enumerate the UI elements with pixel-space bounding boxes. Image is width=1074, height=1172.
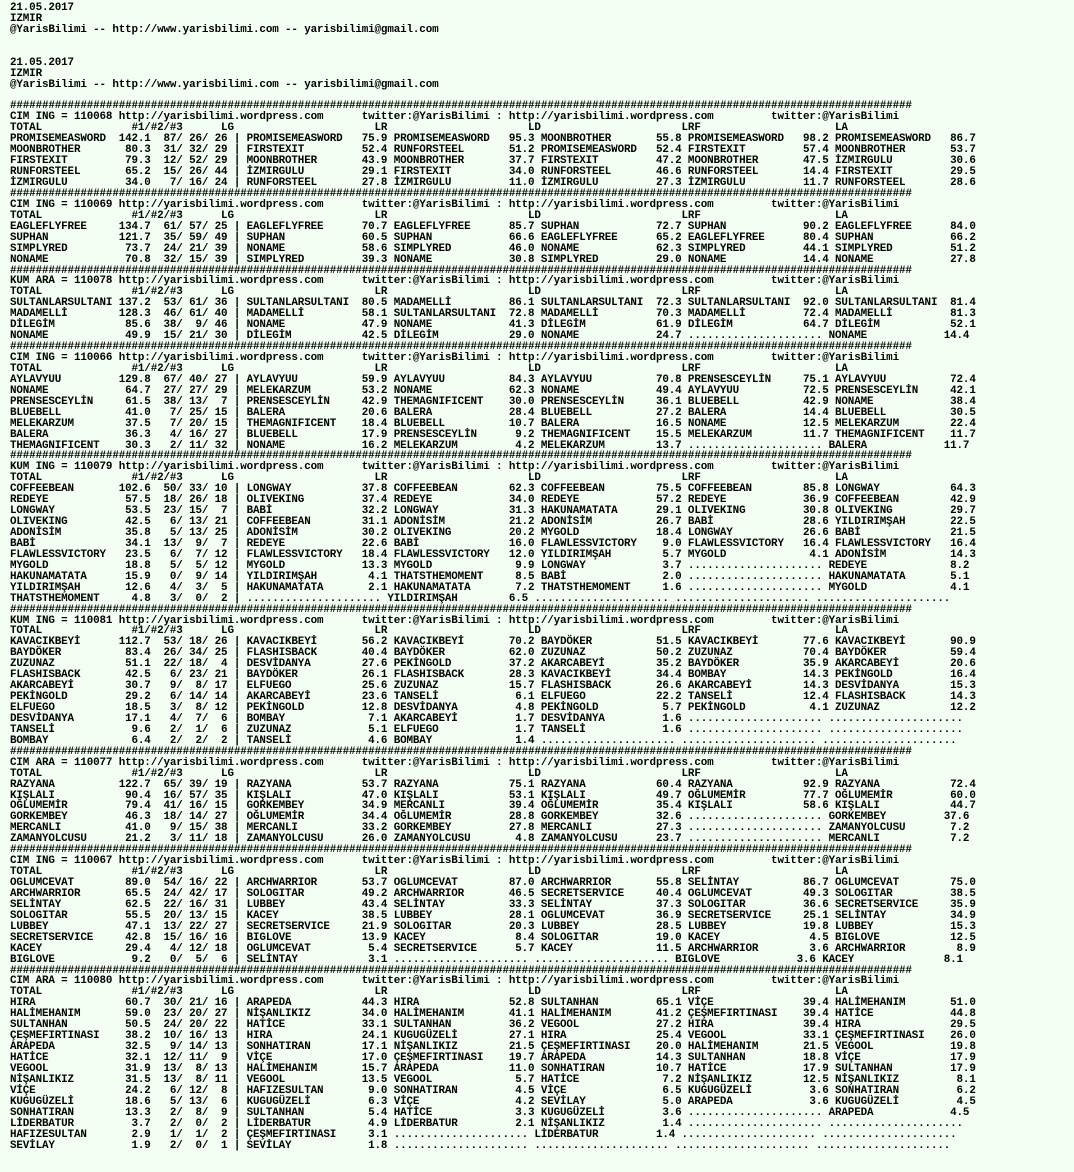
- horse-stats-row: VEGOOL 31.9 13/ 8/ 13 | HALİMEHANIM 15.7 ARAPEDA 11.0 SONHATIRAN 10.7 HATİCE 17.9 SULTANHAN 17.9: [10, 1062, 976, 1075]
- column-header-line: TOTAL #1/#2/#3 LG LR LD LRF LA: [10, 986, 848, 999]
- horse-stats-row: AKARCABEYİ 30.7 9/ 8/ 17 | ELFUEGO 25.6 ZUZUNAZ 15.7 FLASHISBACK 26.6 AKARCABEYİ 14.3 DESVİDANYA 15.3: [10, 680, 976, 693]
- horse-stats-row: ELFUEGO 18.5 3/ 8/ 12 | PEKİNGOLD 12.8 DESVİDANYA 4.8 PEKİNGOLD 5.7 PEKİNGOLD 4.1 ZUZUNAZ 12.2: [10, 702, 976, 714]
- horse-stats-row: PRENSESCEYLİN 61.5 38/ 13/ 7 | PRENSESCEYLİN 42.9 THEMAGNIFICENT 30.0 PRENSESCEYLİN 36.1 BLUEBELL 42.9 NONAME 38.4: [10, 395, 976, 408]
- horse-stats-row: HALİMEHANIM 59.0 23/ 20/ 27 | NİŞANLIKIZ 34.0 HALİMEHANIM 41.1 HALİMEHANIM 41.2 ÇEŞMEFIRTINASI 39.4 HATİCE 44.8: [10, 1008, 976, 1021]
- horse-stats-row: NİŞANLIKIZ 31.5 13/ 8/ 11 | VEGOOL 13.5 VEGOOL 5.7 HATİCE 7.2 NİŞANLIKIZ 12.5 NİŞANLIKIZ 8.1: [10, 1073, 976, 1086]
- text-line: @YarisBilimi -- http://www.yarisbilimi.com -- yarisbilimi@gmail.com: [10, 78, 439, 91]
- horse-stats-row: KACEY 29.4 4/ 12/ 18 | OGLUMCEVAT 5.4 SECRETSERVICE 5.7 KACEY 11.5 ARCHWARRIOR 3.6 ARCHWARRIOR 8.9: [10, 942, 976, 955]
- horse-stats-row: FIRSTEXIT 79.3 12/ 52/ 29 | MOONBROTHER 43.9 MOONBROTHER 37.7 FIRSTEXIT 47.2 MOONBROTHER 47.5 İZMIRGULU 30.6: [10, 155, 976, 168]
- horse-stats-row: THATSTHEMOMENT 4.8 3/ 0/ 2 | ..................... YILDIRIMŞAH 6.5 ..................... ..................... .....................: [10, 592, 951, 605]
- race-header-line: CIM ARA = 110077 http://yarisbilimi.wordpress.com twitter:@YarisBilimi : http://yarisbilimi.wordpress.com twitter:@YarisBilimi: [10, 756, 899, 769]
- blank-line: [10, 36, 1074, 47]
- separator-line: #############################################################################################################################################: [10, 745, 912, 758]
- horse-stats-row: ÇEŞMEFIRTINASI 38.2 10/ 16/ 13 | HIRA 24.1 KUGUGÜZELİ 27.1 HIRA 25.4 VEGOOL 33.1 ÇEŞMEFIRTINASI 26.0: [10, 1030, 976, 1043]
- horse-stats-row: HAKUNAMATATA 15.9 0/ 9/ 14 | YILDIRIMŞAH 4.1 THATSTHEMOMENT 8.5 BABİ 2.0 ..................... HAKUNAMATATA 5.1: [10, 570, 970, 583]
- horse-stats-row: NONAME 70.8 32/ 15/ 39 | SIMPLYRED 39.3 NONAME 30.8 SIMPLYRED 29.0 NONAME 14.4 NONAME 27.8: [10, 253, 976, 266]
- horse-stats-row: OĞLUMEMİR 79.4 41/ 16/ 15 | GORKEMBEY 34.9 MERCANLI 39.4 OĞLUMEMİR 35.4 KIŞLALI 58.6 KIŞLALI 44.7: [10, 800, 976, 813]
- horse-stats-row: FLASHISBACK 42.5 6/ 23/ 21 | BAYDÖKER 26.1 FLASHISBACK 28.3 KAVACIKBEYİ 34.4 BOMBAY 14.3 PEKİNGOLD 16.4: [10, 669, 976, 682]
- horse-stats-row: HATİCE 32.1 12/ 11/ 9 | VİÇE 17.0 ÇEŞMEFIRTINASI 19.7 ARAPEDA 14.3 SULTANHAN 18.8 VİÇE 17.9: [10, 1052, 976, 1064]
- text-line: 21.05.2017: [10, 2, 74, 14]
- horse-stats-row: OGLUMCEVAT 89.0 54/ 16/ 22 | ARCHWARRIOR 53.7 OGLUMCEVAT 87.0 ARCHWARRIOR 55.8 SELİNTAY 86.7 OGLUMCEVAT 75.0: [10, 877, 976, 889]
- horse-stats-row: COFFEEBEAN 102.6 50/ 33/ 10 | LONGWAY 37.8 COFFEEBEAN 62.3 COFFEEBEAN 75.5 COFFEEBEAN 85.8 LONGWAY 64.3: [10, 483, 976, 496]
- text-line: IZMIR: [10, 12, 42, 25]
- separator-line: #############################################################################################################################################: [10, 603, 912, 616]
- column-header-line: TOTAL #1/#2/#3 LG LR LD LRF LA: [10, 286, 848, 299]
- race-header-line: CIM ARA = 110080 http://yarisbilimi.wordpress.com twitter:@YarisBilimi : http://yarisbilimi.wordpress.com twitter:@YarisBilimi: [10, 975, 899, 988]
- horse-stats-row: ARAPEDA 32.5 9/ 14/ 13 | SONHATIRAN 17.1 NİŞANLIKIZ 21.5 ÇEŞMEFIRTINASI 20.0 HALİMEHANIM 21.5 VEGOOL 19.8: [10, 1041, 976, 1054]
- horse-stats-row: BABİ 34.1 13/ 9/ 7 | REDEYE 22.6 BABİ 16.0 FLAWLESSVICTORY 9.0 FLAWLESSVICTORY 16.4 FLAWLESSVICTORY 16.4: [10, 537, 976, 550]
- horse-stats-row: RUNFORSTEEL 65.2 15/ 26/ 44 | İZMIRGULU 29.1 FIRSTEXIT 34.0 RUNFORSTEEL 46.6 RUNFORSTEEL 14.4 FIRSTEXIT 29.5: [10, 166, 976, 179]
- race-header-line: KUM ING = 110079 http://yarisbilimi.wordpress.com twitter:@YarisBilimi : http://yarisbilimi.wordpress.com twitter:@YarisBilimi: [10, 461, 899, 474]
- horse-stats-row: BLUEBELL 41.0 7/ 25/ 15 | BALERA 20.6 BALERA 28.4 BLUEBELL 27.2 BALERA 14.4 BLUEBELL 30.5: [10, 406, 976, 419]
- horse-stats-row: FLAWLESSVICTORY 23.5 6/ 7/ 12 | FLAWLESSVICTORY 18.4 FLAWLESSVICTORY 12.0 YILDIRIMŞAH 5.7 MYGOLD 4.1 ADONİSİM 14.3: [10, 548, 976, 561]
- race-header-line: CIM ING = 110066 http://yarisbilimi.wordpress.com twitter:@YarisBilimi : http://yarisbilimi.wordpress.com twitter:@YarisBilimi: [10, 352, 899, 364]
- horse-stats-row: MADAMELLİ 128.3 46/ 61/ 40 | MADAMELLİ 58.1 SULTANLARSULTANI 72.8 MADAMELLİ 70.3 MADAMELLİ 72.4 MADAMELLİ 81.3: [10, 308, 976, 321]
- race-header-line: CIM ING = 110069 http://yarisbilimi.wordpress.com twitter:@YarisBilimi : http://yarisbilimi.wordpress.com twitter:@YarisBilimi: [10, 198, 899, 211]
- separator-line: #############################################################################################################################################: [10, 844, 912, 857]
- horse-stats-row: NONAME 49.9 15/ 21/ 30 | DİLEGİM 42.5 DİLEGİM 29.0 NONAME 24.7 ..................... NONAME 14.4: [10, 330, 970, 343]
- separator-line: #############################################################################################################################################: [10, 100, 912, 113]
- horse-stats-row: NONAME 64.7 27/ 27/ 29 | MELEKARZUM 53.2 NONAME 62.3 NONAME 49.4 AYLAVYUU 72.5 PRENSESCEYLİN 42.1: [10, 384, 976, 397]
- horse-stats-row: BIGLOVE 9.2 0/ 5/ 6 | SELİNTAY 3.1 ..................... ..................... BIGLOVE 3.6 KACEY 8.1: [10, 953, 963, 966]
- horse-stats-row: GORKEMBEY 46.3 18/ 14/ 27 | OĞLUMEMİR 34.4 OĞLUMEMİR 28.8 GORKEMBEY 32.6 ..................... GORKEMBEY 37.6: [10, 811, 970, 824]
- horse-stats-row: BAYDÖKER 83.4 26/ 34/ 25 | FLASHISBACK 40.4 BAYDÖKER 62.0 ZUZUNAZ 50.2 ZUZUNAZ 70.4 BAYDÖKER 59.4: [10, 647, 976, 660]
- race-header-line: CIM ING = 110067 http://yarisbilimi.wordpress.com twitter:@YarisBilimi : http://yarisbilimi.wordpress.com twitter:@YarisBilimi: [10, 855, 899, 868]
- race-header-line: CIM ING = 110068 http://yarisbilimi.wordpress.com twitter:@YarisBilimi : http://yarisbilimi.wordpress.com twitter:@YarisBilimi: [10, 111, 899, 124]
- column-header-line: TOTAL #1/#2/#3 LG LR LD LRF LA: [10, 472, 848, 485]
- horse-stats-row: BOMBAY 6.4 2/ 2/ 2 | TANSELİ 4.6 BOMBAY 1.4 ..................... ..................... .....................: [10, 734, 957, 747]
- horse-stats-row: KUGUGÜZELİ 18.6 5/ 13/ 6 | KUGUGÜZELİ 6.3 VİÇE 4.2 SEVİLAY 5.0 ARAPEDA 3.6 KUGUGÜZELİ 4.5: [10, 1095, 976, 1108]
- horse-stats-row: VİÇE 24.2 6/ 12/ 8 | HAFIZESULTAN 9.0 SONHATIRAN 4.5 VİÇE 6.5 KUGUGÜZELİ 3.6 SONHATIRAN 6.2: [10, 1084, 976, 1097]
- horse-stats-row: PEKİNGOLD 29.2 6/ 14/ 14 | AKARCABEYİ 23.6 TANSELİ 6.1 ELFUEGO 22.2 TANSELİ 12.4 FLASHISBACK 14.3: [10, 691, 976, 704]
- text-line: 21.05.2017: [10, 56, 74, 69]
- column-header-line: TOTAL #1/#2/#3 LG LR LD LRF LA: [10, 122, 848, 135]
- horse-stats-row: LİDERBATUR 3.7 2/ 0/ 2 | LİDERBATUR 4.9 LİDERBATUR 2.1 NİŞANLIKIZ 1.4 ..................... .....................: [10, 1117, 963, 1130]
- race-header-line: KUM ARA = 110078 http://yarisbilimi.wordpress.com twitter:@YarisBilimi : http://yarisbilimi.wordpress.com twitter:@YarisBilimi: [10, 275, 899, 288]
- horse-stats-row: EAGLEFLYFREE 134.7 61/ 57/ 25 | EAGLEFLYFREE 70.7 EAGLEFLYFREE 85.7 SUPHAN 72.7 SUPHAN 90.2 EAGLEFLYFREE 84.0: [10, 220, 976, 233]
- horse-stats-row: ZUZUNAZ 51.1 22/ 18/ 4 | DESVİDANYA 27.6 PEKİNGOLD 37.2 AKARCABEYİ 35.2 BAYDÖKER 35.9 AKARCABEYİ 20.6: [10, 658, 976, 671]
- horse-stats-row: DİLEGİM 85.6 38/ 9/ 46 | NONAME 47.9 NONAME 41.3 DİLEGİM 61.9 DİLEGİM 64.7 DİLEGİM 52.1: [10, 319, 976, 332]
- horse-stats-row: SECRETSERVICE 42.8 15/ 16/ 16 | BIGLOVE 13.9 KACEY 8.4 SOLOGITAR 19.0 KACEY 4.5 BIGLOVE 12.5: [10, 931, 976, 944]
- separator-line: #############################################################################################################################################: [10, 450, 912, 463]
- text-line: @YarisBilimi -- http://www.yarisbilimi.com -- yarisbilimi@gmail.com: [10, 23, 439, 36]
- horse-stats-row: RAZYANA 122.7 65/ 39/ 19 | RAZYANA 53.7 RAZYANA 75.1 RAZYANA 60.4 RAZYANA 92.9 RAZYANA 72.4: [10, 778, 976, 791]
- horse-stats-row: ARCHWARRIOR 65.5 24/ 42/ 17 | SOLOGITAR 49.2 ARCHWARRIOR 46.5 SECRETSERVICE 40.4 OGLUMCEVAT 49.3 SOLOGITAR 38.5: [10, 887, 976, 900]
- race-header-line: KUM ING = 110081 http://yarisbilimi.wordpress.com twitter:@YarisBilimi : http://yarisbilimi.wordpress.com twitter:@YarisBilimi: [10, 614, 899, 627]
- horse-stats-row: YILDIRIMŞAH 12.6 4/ 3/ 5 | HAKUNAMATATA 2.1 HAKUNAMATATA 7.2 THATSTHEMOMENT 1.6 ..................... MYGOLD 4.1: [10, 581, 970, 594]
- horse-stats-row: REDEYE 57.5 18/ 26/ 18 | OLIVEKING 37.4 REDEYE 34.0 REDEYE 57.2 REDEYE 36.9 COFFEEBEAN 42.9: [10, 494, 976, 507]
- horse-stats-row: HAFIZESULTAN 2.9 1/ 1/ 2 | ÇEŞMEFIRTINASI 3.1 ..................... LİDERBATUR 1.4 ..................... .....................: [10, 1128, 957, 1141]
- horse-stats-row: AYLAVYUU 129.8 67/ 40/ 27 | AYLAVYUU 59.9 AYLAVYUU 84.3 AYLAVYUU 70.8 PRENSESCEYLİN 75.1 AYLAVYUU 72.4: [10, 373, 976, 386]
- column-header-line: TOTAL #1/#2/#3 LG LR LD LRF LA: [10, 362, 848, 375]
- horse-stats-row: SUPHAN 121.7 35/ 59/ 49 | SUPHAN 60.5 SUPHAN 66.6 EAGLEFLYFREE 65.2 EAGLEFLYFREE 80.4 SUPHAN 66.2: [10, 231, 976, 244]
- horse-stats-row: SULTANLARSULTANI 137.2 53/ 61/ 36 | SULTANLARSULTANI 80.5 MADAMELLİ 86.1 SULTANLARSULTANI 72.3 SULTANLARSULTANI 92.0 SULTANLARSULTANI 81.4: [10, 297, 976, 310]
- column-header-line: TOTAL #1/#2/#3 LG LR LD LRF LA: [10, 625, 848, 638]
- horse-stats-row: BALERA 36.3 4/ 16/ 27 | BLUEBELL 17.9 PRENSESCEYLİN 9.2 THEMAGNIFICENT 15.5 MELEKARZUM 11.7 THEMAGNIFICENT 11.7: [10, 428, 976, 441]
- horse-stats-row: ZAMANYOLCUSU 21.2 3/ 11/ 18 | ZAMANYOLCUSU 26.0 ZAMANYOLCUSU 4.8 ZAMANYOLCUSU 23.7 ..................... MERCANLI 7.2: [10, 833, 970, 846]
- horse-stats-row: SELİNTAY 62.5 22/ 16/ 31 | LUBBEY 43.4 SELİNTAY 33.3 SELİNTAY 37.3 SOLOGITAR 36.6 SECRETSERVICE 35.9: [10, 898, 976, 911]
- horse-stats-row: SONHATIRAN 13.3 2/ 8/ 9 | SULTANHAN 5.4 HATİCE 3.3 KUGUGÜZELİ 3.6 ..................... ARAPEDA 4.5: [10, 1106, 970, 1119]
- horse-stats-row: SOLOGITAR 55.5 20/ 13/ 15 | KACEY 38.5 LUBBEY 28.1 OGLUMCEVAT 36.9 SECRETSERVICE 25.1 SELİNTAY 34.9: [10, 909, 976, 922]
- horse-stats-row: LONGWAY 53.5 23/ 15/ 7 | BABİ 32.2 LONGWAY 31.3 HAKUNAMATATA 29.1 OLIVEKING 30.8 OLIVEKING 29.7: [10, 505, 976, 518]
- horse-stats-row: SIMPLYRED 73.7 24/ 21/ 39 | NONAME 58.6 SIMPLYRED 46.0 NONAME 62.3 SIMPLYRED 44.1 SIMPLYRED 51.2: [10, 242, 976, 255]
- horse-stats-row: KIŞLALI 90.4 16/ 57/ 35 | KIŞLALI 47.0 KIŞLALI 53.1 KIŞLALI 49.7 OĞLUMEMİR 77.7 OĞLUMEMİR 60.0: [10, 789, 976, 802]
- horse-stats-row: OLIVEKING 42.5 6/ 13/ 21 | COFFEEBEAN 31.1 ADONİSİM 21.2 ADONİSİM 26.7 BABİ 28.6 YILDIRIMŞAH 22.5: [10, 516, 976, 529]
- column-header-line: TOTAL #1/#2/#3 LG LR LD LRF LA: [10, 767, 848, 780]
- horse-stats-row: MOONBROTHER 80.3 31/ 32/ 29 | FIRSTEXIT 52.4 RUNFORSTEEL 51.2 PROMISEMEASWORD 52.4 FIRSTEXIT 57.4 MOONBROTHER 53.7: [10, 144, 976, 157]
- horse-stats-row: DESVİDANYA 17.1 4/ 7/ 6 | BOMBAY 7.1 AKARCABEYİ 1.7 DESVİDANYA 1.6 ..................... .....................: [10, 712, 963, 725]
- horse-stats-row: THEMAGNIFICENT 30.3 2/ 11/ 32 | NONAME 16.2 MELEKARZUM 4.2 MELEKARZUM 13.7 ..................... BALERA 11.7: [10, 439, 970, 452]
- column-header-line: TOTAL #1/#2/#3 LG LR LD LRF LA: [10, 866, 848, 879]
- separator-line: #############################################################################################################################################: [10, 187, 912, 200]
- horse-stats-row: TANSELİ 9.6 2/ 1/ 6 | ZUZUNAZ 5.1 ELFUEGO 1.7 TANSELİ 1.6 ..................... .....................: [10, 723, 963, 736]
- column-header-line: TOTAL #1/#2/#3 LG LR LD LRF LA: [10, 209, 848, 222]
- horse-stats-row: KAVACIKBEYİ 112.7 53/ 18/ 26 | KAVACIKBEYİ 56.2 KAVACIKBEYİ 70.2 BAYDÖKER 51.5 KAVACIKBEYİ 77.6 KAVACIKBEYİ 90.9: [10, 636, 976, 649]
- blank-line: [10, 47, 1074, 58]
- horse-stats-row: SULTANHAN 50.5 24/ 20/ 22 | HATİCE 33.1 SULTANHAN 36.2 VEGOOL 27.2 HIRA 39.4 HIRA 29.5: [10, 1019, 976, 1032]
- horse-stats-row: SEVİLAY 1.9 2/ 0/ 1 | SEVİLAY 1.8 ..................... ..................... ..................... .....................: [10, 1139, 951, 1152]
- horse-stats-row: LUBBEY 47.1 13/ 22/ 27 | SECRETSERVICE 21.9 SOLOGITAR 20.3 LUBBEY 28.5 LUBBEY 19.8 LUBBEY 15.3: [10, 920, 976, 933]
- text-line: IZMIR: [10, 67, 42, 80]
- horse-stats-row: ADONİSİM 35.8 5/ 13/ 25 | ADONİSİM 30.2 OLIVEKING 20.2 MYGOLD 18.4 LONGWAY 26.6 BABİ 21.5: [10, 527, 976, 539]
- separator-line: #############################################################################################################################################: [10, 264, 912, 277]
- horse-stats-row: MYGOLD 18.8 5/ 5/ 12 | MYGOLD 13.3 MYGOLD 9.9 LONGWAY 3.7 ..................... REDEYE 8.2: [10, 559, 970, 572]
- horse-stats-row: PROMISEMEASWORD 142.1 87/ 26/ 26 | PROMISEMEASWORD 75.9 PROMISEMEASWORD 95.3 MOONBROTHER 55.8 PROMISEMEASWORD 98.2 PROMISEMEASWORD 86.7: [10, 133, 976, 146]
- horse-stats-row: MERCANLI 41.0 9/ 15/ 38 | MERCANLI 33.2 GORKEMBEY 27.8 MERCANLI 27.3 ..................... ZAMANYOLCUSU 7.2: [10, 822, 970, 835]
- horse-stats-row: HIRA 60.7 30/ 21/ 16 | ARAPEDA 44.3 HIRA 52.8 SULTANHAN 65.1 VİÇE 39.4 HALİMEHANIM 51.0: [10, 997, 976, 1010]
- horse-stats-row: İZMIRGULU 34.0 7/ 16/ 24 | RUNFORSTEEL 27.8 İZMIRGULU 11.0 İZMIRGULU 27.3 İZMIRGULU 11.7 RUNFORSTEEL 28.6: [10, 177, 976, 189]
- separator-line: #############################################################################################################################################: [10, 964, 912, 977]
- separator-line: #############################################################################################################################################: [10, 341, 912, 354]
- horse-stats-row: MELEKARZUM 37.5 7/ 20/ 15 | THEMAGNIFICENT 18.4 BLUEBELL 10.7 BALERA 16.5 NONAME 12.5 MELEKARZUM 22.4: [10, 417, 976, 430]
